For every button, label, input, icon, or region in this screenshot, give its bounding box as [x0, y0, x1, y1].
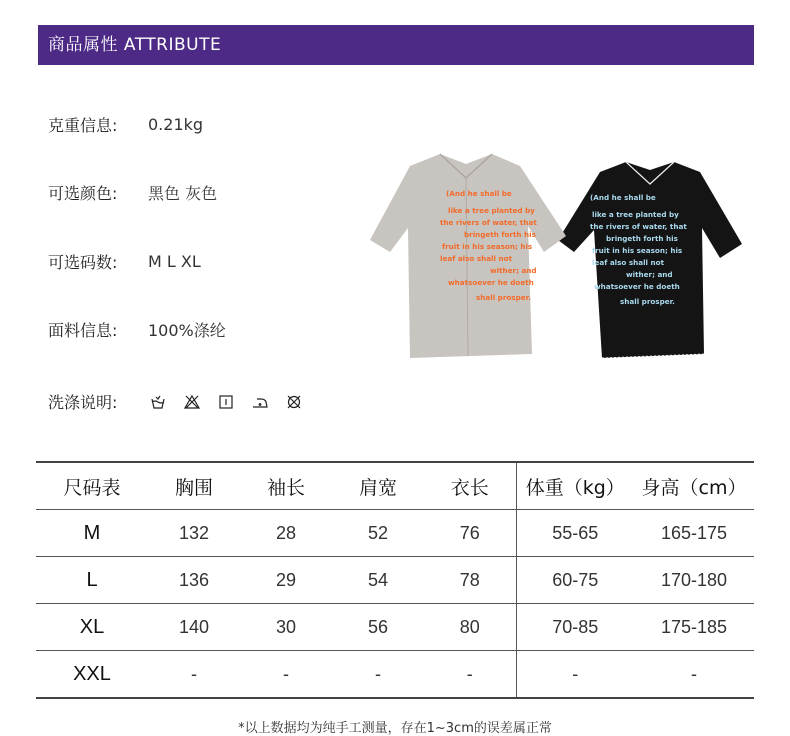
table-cell: - — [332, 651, 424, 699]
table-cell: 70-85 — [516, 604, 634, 651]
table-row — [36, 651, 754, 699]
size-table — [36, 461, 754, 699]
product-photo — [368, 148, 750, 368]
table-cell: 60-75 — [516, 557, 634, 604]
print-line: like a tree planted by — [448, 206, 535, 215]
table-cell: 80 — [424, 604, 516, 651]
print-line: fruit in his season; his — [442, 242, 533, 251]
tumble-dry-icon — [218, 394, 234, 410]
attr-label: 可选码数: — [48, 253, 118, 272]
care-icons — [150, 394, 302, 410]
size-cell: XXL — [36, 651, 148, 699]
table-cell: 136 — [148, 557, 240, 604]
attr-value: 100%涤纶 — [148, 321, 226, 340]
size-cell: M — [36, 510, 148, 557]
table-cell: - — [634, 651, 754, 699]
attr-label: 可选颜色: — [48, 184, 118, 203]
table-cell: 132 — [148, 510, 240, 557]
table-cell: - — [424, 651, 516, 699]
table-cell: 170-180 — [634, 557, 754, 604]
table-cell: 29 — [240, 557, 332, 604]
table-row — [36, 604, 754, 651]
svg-text:(And he shall be like a — [590, 193, 689, 306]
print-line: leaf also shall not — [440, 254, 513, 263]
table-cell: 30 — [240, 604, 332, 651]
table-cell: 76 — [424, 510, 516, 557]
print-line: leaf also shall not — [592, 258, 665, 267]
table-cell: 175-185 — [634, 604, 754, 651]
print-line: like a tree planted by — [592, 210, 679, 219]
table-cell: 52 — [332, 510, 424, 557]
print-line: the rivers of water, that — [590, 222, 687, 231]
print-line: whatsoever he doeth — [594, 282, 680, 291]
section-title: 商品属性 ATTRIBUTE — [48, 35, 222, 55]
col-header: 衣长 — [424, 462, 516, 510]
iron-low-icon — [252, 394, 268, 410]
attr-value: 黑色 灰色 — [148, 184, 218, 203]
col-header: 体重（kg） — [516, 462, 634, 510]
attr-fabric — [48, 318, 226, 341]
table-cell: - — [240, 651, 332, 699]
table-cell: 140 — [148, 604, 240, 651]
table-cell: 54 — [332, 557, 424, 604]
table-cell: 28 — [240, 510, 332, 557]
col-header: 肩宽 — [332, 462, 424, 510]
table-cell: 56 — [332, 604, 424, 651]
do-not-dry-clean-icon — [286, 394, 302, 410]
attr-sizes — [48, 250, 201, 273]
black-shirt — [558, 162, 742, 358]
table-cell: 165-175 — [634, 510, 754, 557]
measurement-footnote: *以上数据均为纯手工测量，存在1~3cm的误差属正常 — [238, 721, 552, 736]
table-cell: 55-65 — [516, 510, 634, 557]
col-header: 身高（cm） — [634, 462, 754, 510]
table-row — [36, 510, 754, 557]
size-cell: L — [36, 557, 148, 604]
attr-label: 面料信息: — [48, 321, 118, 340]
print-line: the rivers of water, that — [440, 218, 537, 227]
size-cell: XL — [36, 604, 148, 651]
table-row — [36, 557, 754, 604]
table-header-row — [36, 462, 754, 510]
do-not-bleach-icon — [184, 394, 200, 410]
print-line: shall prosper. — [620, 297, 675, 306]
print-line: wither; and — [490, 266, 537, 275]
attr-value: M L XL — [148, 252, 201, 271]
svg-text:(And he shall be like a — [440, 189, 539, 302]
print-line: (And he shall be — [590, 193, 656, 202]
print-line: (And he shall be — [446, 189, 512, 198]
print-line: fruit in his season; his — [592, 246, 683, 255]
print-line: whatsoever he doeth — [448, 278, 534, 287]
col-header: 尺码表 — [36, 462, 148, 510]
attr-colors — [48, 181, 217, 204]
print-line: wither; and — [626, 270, 673, 279]
print-line: bringeth forth his — [606, 234, 678, 243]
table-cell: 78 — [424, 557, 516, 604]
print-line: shall prosper. — [476, 293, 531, 302]
table-cell: - — [516, 651, 634, 699]
attr-label: 克重信息: — [48, 116, 118, 135]
col-header: 胸围 — [148, 462, 240, 510]
table-cell: - — [148, 651, 240, 699]
hand-wash-icon — [150, 394, 166, 410]
attr-weight — [48, 113, 203, 136]
gray-shirt — [370, 154, 566, 358]
attr-value: 0.21kg — [148, 115, 204, 134]
section-banner — [38, 25, 754, 65]
print-line: bringeth forth his — [464, 230, 536, 239]
attr-label: 洗涤说明: — [48, 393, 118, 412]
col-header: 袖长 — [240, 462, 332, 510]
attr-care — [48, 390, 302, 413]
